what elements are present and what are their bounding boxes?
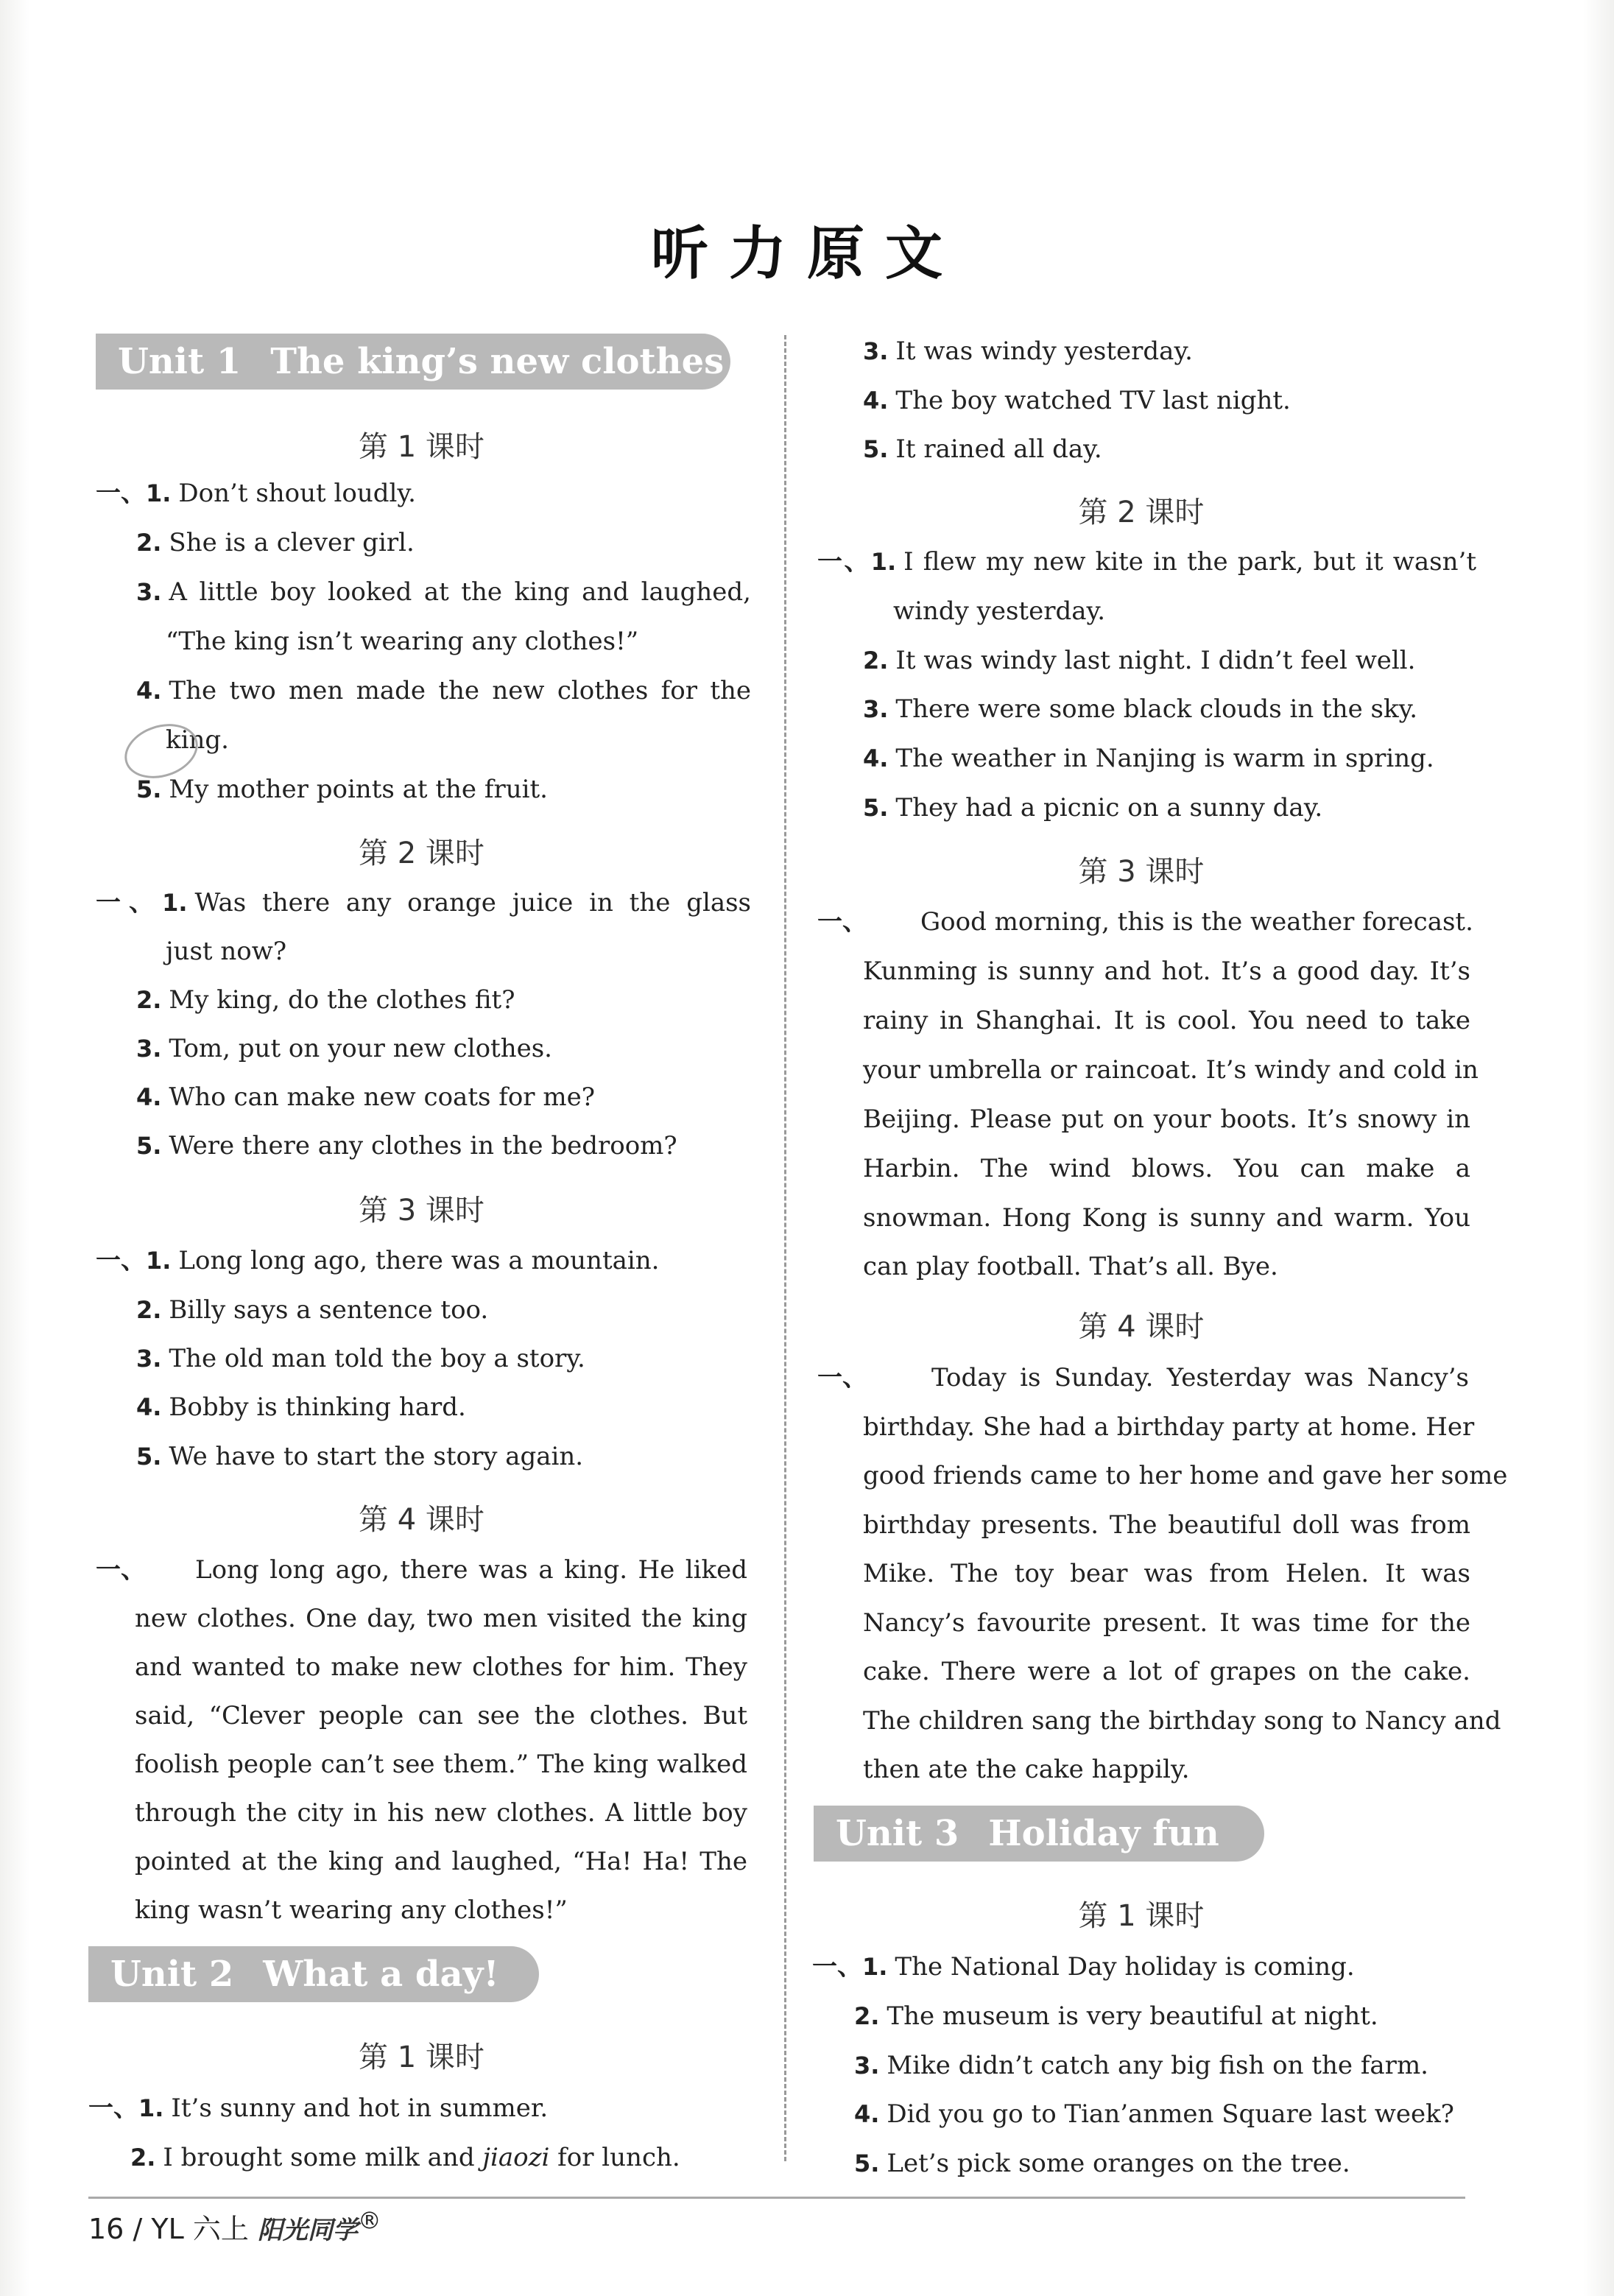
lesson-heading: 第 3 课时 <box>1078 855 1205 889</box>
paragraph-line: Mike. The toy bear was from Helen. It was <box>863 1559 1470 1588</box>
paragraph-line: your umbrella or raincoat. It’s windy and cold in <box>863 1055 1479 1085</box>
list-item: 一、1. The National Day holiday is coming. <box>812 1952 1355 1982</box>
list-item: king. <box>166 725 229 755</box>
list-item: 一、1. Was there any orange juice in the glass <box>96 888 751 918</box>
paragraph-line: birthday. She had a birthday party at home. Her <box>863 1412 1475 1442</box>
list-item: 3. Tom, put on your new clothes. <box>136 1034 552 1063</box>
page-number: 16 <box>88 2213 124 2245</box>
list-item: 2. The museum is very beautiful at night. <box>854 2001 1378 2031</box>
list-item: 4. The weather in Nanjing is warm in spring. <box>863 744 1434 773</box>
paragraph-line: Beijing. Please put on your boots. It’s snowy in <box>863 1105 1470 1134</box>
paragraph-line: good friends came to her home and gave her some <box>863 1461 1508 1490</box>
unit-2-banner <box>88 1946 539 2002</box>
list-item: 4. The two men made the new clothes for the <box>136 676 751 705</box>
paragraph-line: Kunming is sunny and hot. It’s a good day. It’s <box>863 957 1470 986</box>
list-item: 5. My mother points at the fruit. <box>136 775 548 804</box>
list-item: 3. A little boy looked at the king and laughed, <box>136 577 751 607</box>
list-item: 5. Were there any clothes in the bedroom? <box>136 1131 677 1161</box>
lesson-heading: 第 2 课时 <box>1078 496 1205 529</box>
list-item: 5. They had a picnic on a sunny day. <box>863 793 1323 823</box>
paragraph-line: The children sang the birthday song to Nancy and <box>863 1706 1501 1736</box>
list-item: 2. My king, do the clothes fit? <box>136 985 515 1015</box>
paragraph-line: Nancy’s favourite present. It was time for the <box>863 1608 1470 1638</box>
paragraph-line: birthday presents. The beautiful doll was from <box>863 1510 1470 1540</box>
unit-title: The king’s new clothes <box>270 341 725 382</box>
list-item: windy yesterday. <box>893 596 1106 626</box>
list-item: 2. She is a clever girl. <box>136 528 415 557</box>
list-item: just now? <box>166 937 287 966</box>
paragraph-line: can play football. That’s all. Bye. <box>863 1252 1278 1281</box>
brand-logo: 阳光同学 <box>257 2216 358 2245</box>
list-item: 一、1. I flew my new kite in the park, but it wasn’t <box>817 547 1476 577</box>
list-item: 5. It rained all day. <box>863 434 1102 464</box>
lesson-heading: 第 4 课时 <box>1078 1310 1205 1344</box>
unit-1-banner <box>96 334 730 390</box>
list-item: 4. Who can make new coats for me? <box>136 1082 595 1112</box>
paragraph-line: said, “Clever people can see the clothes. But <box>135 1701 747 1730</box>
paragraph-line: Today is Sunday. Yesterday was Nancy’s <box>931 1363 1469 1392</box>
grade-label: 六上 <box>192 2213 249 2245</box>
paragraph-line: new clothes. One day, two men visited the king <box>135 1604 747 1633</box>
footer-rule <box>88 2197 1465 2199</box>
lesson-heading: 第 2 课时 <box>359 837 484 870</box>
paragraph-line: rainy in Shanghai. It is cool. You need to take <box>863 1006 1470 1035</box>
list-item: 2. I brought some milk and jiaozi for lunch. <box>130 2143 680 2172</box>
paragraph-line: through the city in his new clothes. A little boy <box>135 1798 747 1828</box>
unit-number: Unit 1 <box>118 341 242 382</box>
list-item: 一、1. Long long ago, there was a mountain. <box>96 1246 660 1275</box>
unit-number: Unit 3 <box>836 1813 959 1854</box>
lesson-heading: 第 1 课时 <box>359 430 484 464</box>
page-footer <box>88 2206 381 2247</box>
registered-mark: ® <box>357 2208 381 2235</box>
list-item: 一、1. It’s sunny and hot in summer. <box>88 2093 549 2123</box>
list-item: 4. The boy watched TV last night. <box>863 386 1291 415</box>
list-item: 2. It was windy last night. I didn’t feel well. <box>863 646 1416 675</box>
list-item: 4. Bobby is thinking hard. <box>136 1392 466 1422</box>
unit-title: Holiday fun <box>988 1813 1219 1854</box>
paragraph-line: Long long ago, there was a king. He liked <box>195 1555 747 1585</box>
edition-code: YL <box>151 2213 184 2245</box>
list-item: 3. The old man told the boy a story. <box>136 1344 585 1373</box>
paragraph-line: foolish people can’t see them.” The king walked <box>135 1750 747 1779</box>
column-divider <box>784 335 786 2161</box>
unit-3-banner <box>814 1806 1264 1862</box>
unit-number: Unit 2 <box>110 1954 234 1995</box>
paragraph-line: cake. There were a lot of grapes on the cake. <box>863 1657 1470 1686</box>
list-item: 3. There were some black clouds in the sky. <box>863 694 1418 724</box>
list-item: “The king isn’t wearing any clothes!” <box>166 627 639 656</box>
list-item: 4. Did you go to Tian’anmen Square last week? <box>854 2099 1454 2129</box>
section-marker: 一、 <box>96 1555 146 1585</box>
lesson-heading: 第 1 课时 <box>1078 1899 1205 1933</box>
lesson-heading: 第 1 课时 <box>359 2040 484 2074</box>
list-item: 5. Let’s pick some oranges on the tree. <box>854 2149 1350 2178</box>
paragraph-line: Harbin. The wind blows. You can make a <box>863 1154 1470 1183</box>
lesson-heading: 第 3 课时 <box>359 1194 484 1228</box>
lesson-heading: 第 4 课时 <box>359 1503 484 1537</box>
paragraph-line: then ate the cake happily. <box>863 1755 1190 1784</box>
list-item: 3. It was windy yesterday. <box>863 337 1193 366</box>
paragraph-line: and wanted to make new clothes for him. They <box>135 1652 747 1682</box>
paragraph-line: snowman. Hong Kong is sunny and warm. You <box>863 1203 1470 1233</box>
paragraph-line: Good morning, this is the weather forecast. <box>920 907 1473 937</box>
paragraph-line: king wasn’t wearing any clothes!” <box>135 1895 568 1925</box>
section-marker: 一、 <box>817 1363 867 1392</box>
separator: / <box>133 2213 143 2245</box>
section-marker: 一、 <box>817 907 867 937</box>
list-item: 2. Billy says a sentence too. <box>136 1295 489 1325</box>
list-item: 3. Mike didn’t catch any big fish on the farm. <box>854 2051 1428 2080</box>
unit-title: What a day! <box>263 1954 499 1995</box>
paragraph-line: pointed at the king and laughed, “Ha! Ha! The <box>135 1847 747 1876</box>
list-item: 5. We have to start the story again. <box>136 1442 584 1471</box>
list-item: 一、1. Don’t shout loudly. <box>96 479 416 508</box>
page-title: 听力原文 <box>650 221 963 287</box>
